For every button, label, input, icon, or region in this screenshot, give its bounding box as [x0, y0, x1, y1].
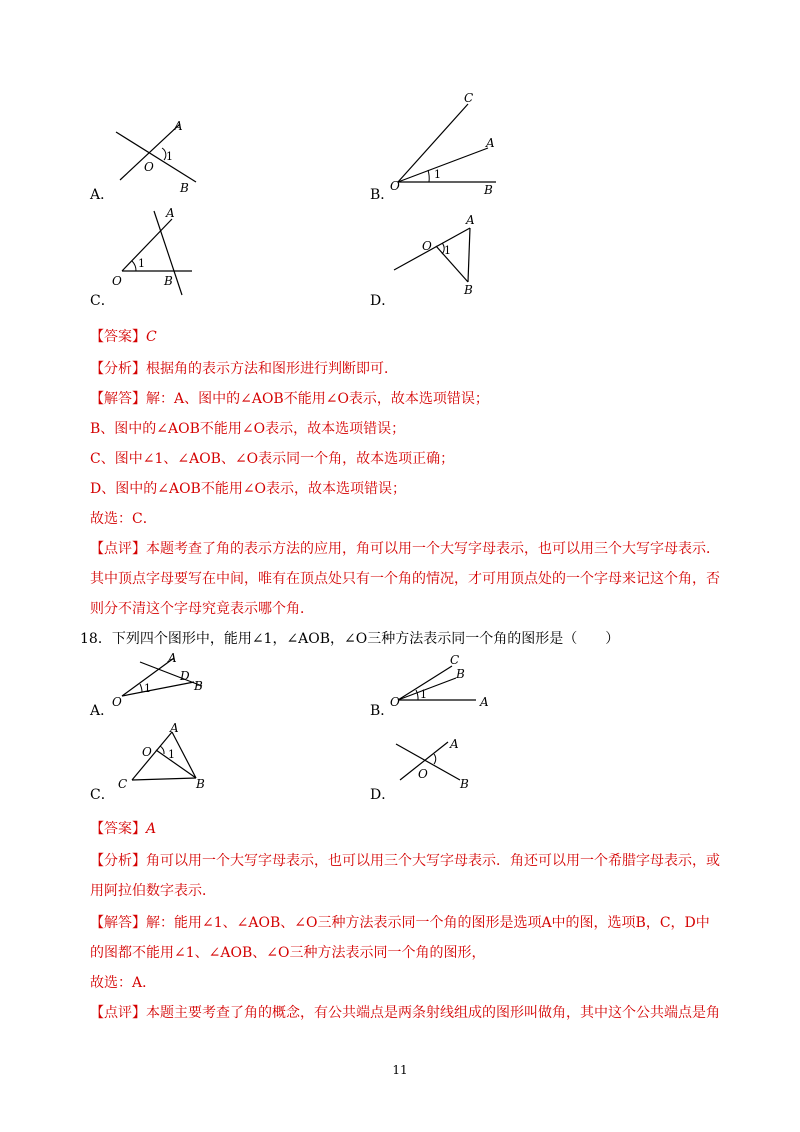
q18-figure-d [388, 732, 483, 792]
point-label: O [422, 239, 432, 253]
point-label: A [486, 136, 495, 150]
q17-solution [90, 388, 489, 408]
point-label: C [450, 653, 460, 667]
q18-figure-b [388, 652, 498, 710]
point-label: O [390, 695, 400, 709]
q17-comment [90, 538, 720, 558]
answer-value: A [146, 821, 157, 837]
analysis-tag: 【分析】 [90, 853, 146, 869]
point-label: A [166, 206, 175, 220]
point-label: O [112, 274, 122, 288]
point-label: O [390, 179, 400, 193]
point-label: B [456, 667, 465, 681]
point-label: A [480, 695, 489, 709]
point-label: B [194, 679, 203, 693]
solution-tag: 【解答】 [90, 915, 146, 931]
q17-figure-d [388, 210, 488, 295]
point-label: O [144, 160, 154, 174]
comment-line: 则分不清这个字母究竟表示哪个角． [90, 601, 314, 617]
point-label: B [196, 777, 205, 791]
analysis-text: 根据角的表示方法和图形进行判断即可． [146, 361, 398, 377]
point-label: O [142, 745, 152, 759]
q17-answer [90, 326, 157, 346]
analysis-line: 用阿拉伯数字表示． [90, 883, 216, 899]
angle-label: 1 [168, 748, 175, 761]
analysis-tag: 【分析】 [90, 361, 146, 377]
q18-option-b-label: B． [370, 703, 395, 719]
q17-option-c-label: C． [90, 293, 115, 309]
q18-option-a-label: A． [90, 703, 115, 719]
q18-analysis [90, 850, 720, 870]
q18-solution [90, 912, 710, 932]
solution-line: 解：能用∠1、∠AOB、∠O三种方法表示同一个角的图形是选项A中的图，选项B，C，D中 [146, 915, 710, 931]
comment-tag: 【点评】 [90, 1005, 146, 1021]
answer-value: C [146, 329, 157, 345]
point-label: C [118, 777, 128, 791]
angle-label: 1 [138, 257, 145, 270]
point-label: B [180, 181, 189, 195]
point-label: O [112, 695, 122, 709]
angle-label: 1 [166, 150, 173, 163]
q17-option-a-label: A． [90, 187, 115, 203]
point-label: A [170, 722, 179, 735]
q18-figure-a [110, 650, 220, 710]
answer-tag: 【答案】 [90, 821, 146, 837]
q18-comment [90, 1002, 720, 1022]
answer-tag: 【答案】 [90, 329, 146, 345]
q17-option-d-label: D． [370, 293, 396, 309]
q17-figure-b [388, 90, 508, 200]
point-label: D [180, 669, 190, 683]
page-number: 11 [392, 1063, 408, 1077]
angle-label: 1 [434, 168, 441, 181]
comment-line: 其中顶点字母要写在中间，唯有在顶点处只有一个角的情况，才可用顶点处的一个字母来记这个角，否 [90, 571, 720, 587]
point-label: A [168, 651, 177, 665]
solution-line: B、图中的∠AOB不能用∠O表示，故本选项错误； [90, 421, 406, 437]
q18-option-d-label: D． [370, 787, 396, 803]
q18-figure-c [110, 722, 215, 792]
point-label: A [174, 119, 183, 133]
point-label: C [464, 91, 474, 105]
point-label: A [466, 213, 475, 227]
analysis-line: 角可以用一个大写字母表示，也可以用三个大写字母表示．角还可以用一个希腊字母表示，或 [146, 853, 720, 869]
q17-figure-a [110, 112, 210, 197]
comment-tag: 【点评】 [90, 541, 146, 557]
angle-label: 1 [420, 688, 427, 701]
q17-analysis [90, 358, 398, 378]
point-label: B [164, 274, 173, 288]
angle-label: 1 [444, 244, 451, 257]
solution-line: 的图都不能用∠1、∠AOB、∠O三种方法表示同一个角的图形， [90, 945, 486, 961]
q18-option-c-label: C． [90, 787, 115, 803]
q17-figure-c [110, 205, 205, 300]
q17-option-b-label: B． [370, 187, 395, 203]
solution-tag: 【解答】 [90, 391, 146, 407]
q18-stem: 18．下列四个图形中，能用∠1，∠AOB，∠O三种方法表示同一个角的图形是（ ） [80, 631, 620, 647]
q18-answer [90, 818, 156, 838]
solution-line: 故选：A． [90, 975, 157, 991]
point-label: B [484, 183, 493, 197]
solution-line: D、图中的∠AOB不能用∠O表示，故本选项错误； [90, 481, 407, 497]
solution-line: C、图中∠1、∠AOB、∠O表示同一个角，故本选项正确； [90, 451, 455, 467]
angle-label: 1 [144, 682, 151, 695]
point-label: B [460, 777, 469, 791]
solution-line: 解：A、图中的∠AOB不能用∠O表示，故本选项错误； [146, 391, 489, 407]
point-label: A [450, 737, 459, 751]
point-label: B [464, 283, 473, 295]
comment-line: 本题考查了角的表示方法的应用，角可以用一个大写字母表示，也可以用三个大写字母表示． [146, 541, 720, 557]
comment-line: 本题主要考查了角的概念，有公共端点是两条射线组成的图形叫做角，其中这个公共端点是角 [146, 1005, 720, 1021]
solution-line: 故选：C． [90, 511, 157, 527]
point-label: O [418, 767, 428, 781]
